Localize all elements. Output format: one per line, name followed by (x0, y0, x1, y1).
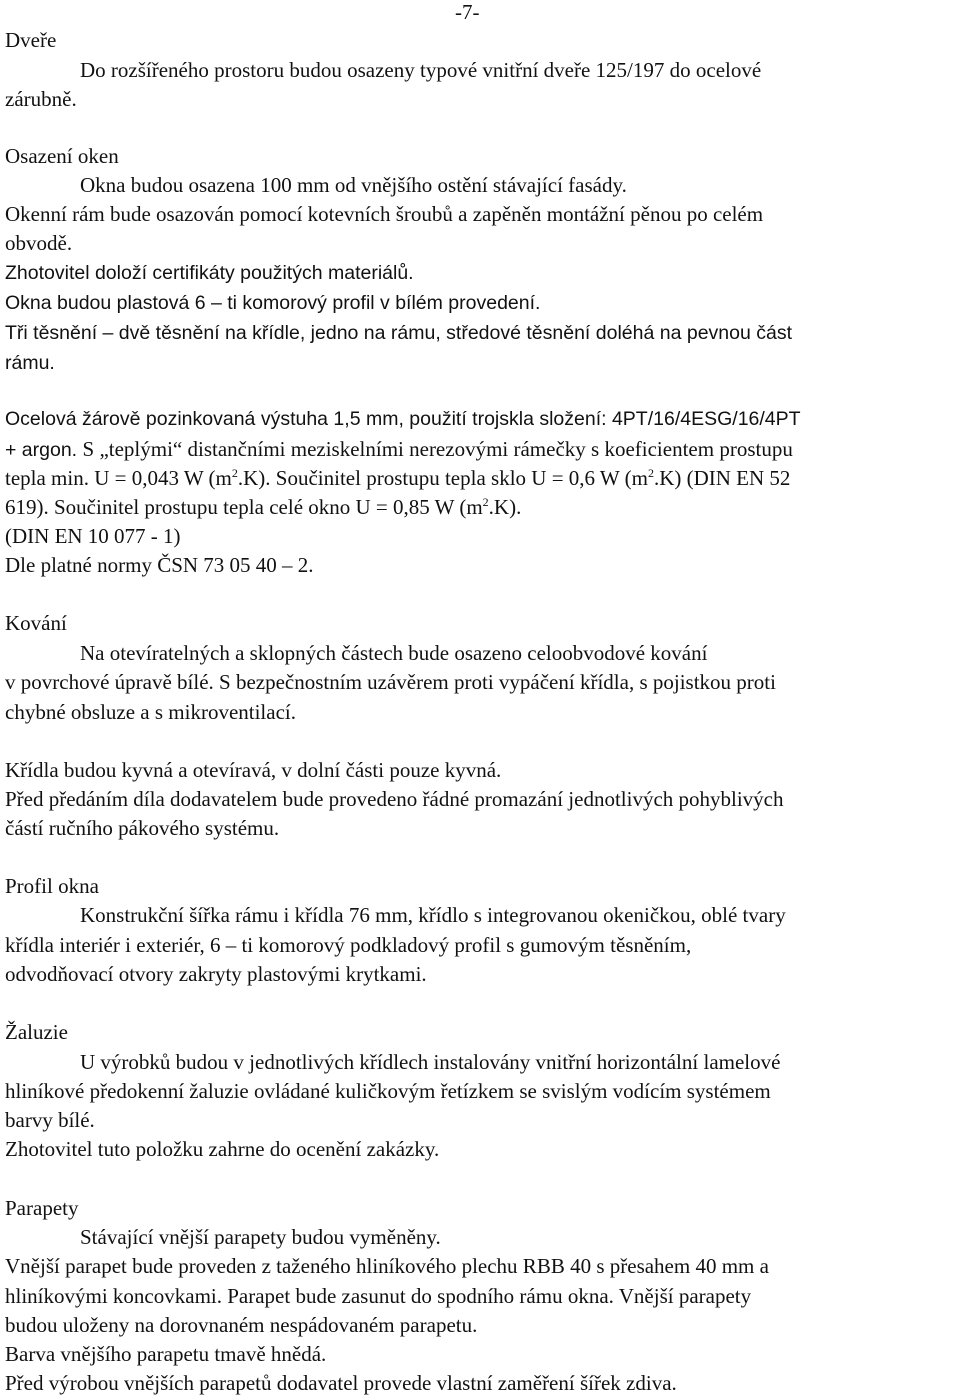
paragraph-line: hliníkové předokenní žaluzie ovládané kuličkovým řetízkem se svislým vodícím systémem (5, 1079, 771, 1103)
paragraph-line: barvy bílé. (5, 1108, 95, 1132)
paragraph-line: hliníkovými koncovkami. Parapet bude zasunut do spodního rámu okna. Vnější parapety (5, 1284, 752, 1308)
section-heading-hardware: Kování (5, 611, 67, 635)
paragraph-line: zárubně. (5, 87, 77, 111)
text-run: .K). (488, 495, 522, 519)
text-run: 619). Součinitel prostupu tepla celé okno U = 0,85 W (m (5, 495, 483, 519)
paragraph-line: budou uloženy na dorovnaném nespádovaném parapetu. (5, 1313, 478, 1337)
paragraph-line: Křídla budou kyvná a otevíravá, v dolní části pouze kyvná. (5, 758, 502, 782)
section-heading-profile: Profil okna (5, 874, 99, 898)
superscript: 2 (647, 466, 654, 480)
paragraph-line (5, 436, 793, 463)
page-number: -7- (455, 0, 480, 24)
paragraph-line: (DIN EN 10 077 - 1) (5, 524, 181, 548)
paragraph-line: rámu. (5, 352, 55, 374)
section-heading-doors: Dveře (5, 28, 57, 52)
text-run: .K). Součinitel prostupu tepla sklo U = 0,6 W (m (237, 466, 648, 490)
paragraph-line: Tři těsnění – dvě těsnění na křídle, jedno na rámu, středové těsnění doléhá na pevnou část (5, 322, 792, 344)
section-heading-sills: Parapety (5, 1196, 79, 1220)
text-run: tepla min. U = 0,043 W (m (5, 466, 232, 490)
paragraph-line: Dle platné normy ČSN 73 05 40 – 2. (5, 553, 314, 577)
paragraph-line: Okna budou plastová 6 – ti komorový profil v bílém provedení. (5, 292, 541, 314)
paragraph-line: odvodňovací otvory zakryty plastovými krytkami. (5, 962, 427, 986)
paragraph-line: U výrobků budou v jednotlivých křídlech instalovány vnitřní horizontální lamelové (80, 1050, 781, 1074)
section-heading-blinds: Žaluzie (5, 1020, 68, 1044)
paragraph-line: chybné obsluze a s mikroventilací. (5, 700, 296, 724)
paragraph-line: Okenní rám bude osazován pomocí kotevních šroubů a zapěněn montážní pěnou po celém (5, 202, 764, 226)
paragraph-line: Před předáním díla dodavatelem bude provedeno řádné promazání jednotlivých pohyblivých (5, 787, 784, 811)
paragraph-line: křídla interiér i exteriér, 6 – ti komorový podkladový profil s gumovým těsněním, (5, 933, 692, 957)
superscript: 2 (231, 466, 238, 480)
paragraph-line: Vnější parapet bude proveden z taženého hliníkového plechu RBB 40 s přesahem 40 mm a (5, 1254, 769, 1278)
paragraph-line: Na otevíratelných a sklopných částech bude osazeno celoobvodové kování (80, 641, 708, 665)
paragraph-line: Zhotovitel doloží certifikáty použitých materiálů. (5, 262, 414, 284)
paragraph-line: Okna budou osazena 100 mm od vnějšího ostění stávající fasády. (80, 173, 627, 197)
text-run: + argon. (5, 439, 83, 461)
section-heading-windows: Osazení oken (5, 144, 119, 168)
paragraph-line: částí ručního pákového systému. (5, 816, 280, 840)
paragraph-line (5, 494, 521, 520)
paragraph-line: Do rozšířeného prostoru budou osazeny typové vnitřní dveře 125/197 do ocelové (80, 58, 762, 82)
paragraph-line: Před výrobou vnějších parapetů dodavatel provede vlastní zaměření šířek zdiva. (5, 1371, 677, 1395)
paragraph-line: Stávající vnější parapety budou vyměněny. (80, 1225, 441, 1249)
paragraph-line: Zhotovitel tuto položku zahrne do ocenění zakázky. (5, 1137, 440, 1161)
paragraph-line: Ocelová žárově pozinkovaná výstuha 1,5 mm, použití trojskla složení: 4PT/16/4ESG/16/4PT (5, 408, 801, 430)
text-run: .K) (DIN EN 52 (653, 466, 791, 490)
paragraph-line: Barva vnějšího parapetu tmavě hnědá. (5, 1342, 327, 1366)
paragraph-line: Konstrukční šířka rámu i křídla 76 mm, křídlo s integrovanou okeničkou, oblé tvary (80, 903, 786, 927)
paragraph-line (5, 465, 790, 491)
paragraph-line: obvodě. (5, 231, 73, 255)
paragraph-line: v povrchové úpravě bílé. S bezpečnostním uzávěrem proti vypáčení křídla, s pojistkou proti (5, 670, 776, 694)
superscript: 2 (482, 495, 489, 509)
text-run: S „teplými“ distančními meziskelními nerezovými rámečky s koeficientem prostupu (82, 437, 793, 461)
